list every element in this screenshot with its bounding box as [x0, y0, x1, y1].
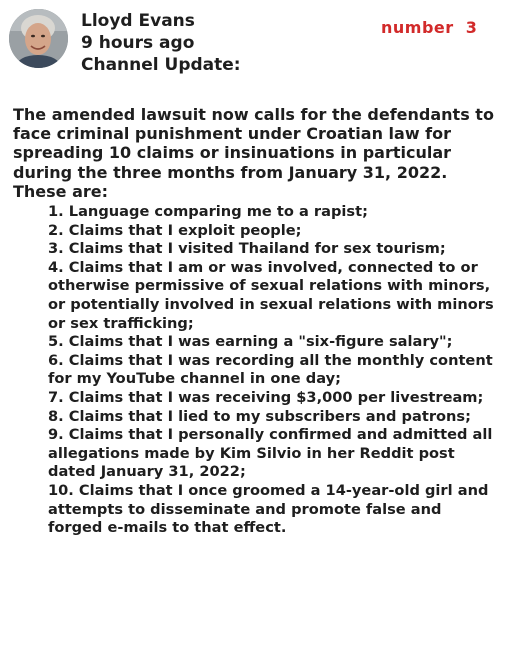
- list-item: 5. Claims that I was earning a "six-figure salary";: [48, 333, 453, 351]
- post-intro-text: The amended lawsuit now calls for the defendants to face criminal punishment under Croatian law for spreading 10 claims or insinuations in particular during the three months from January 31, 2022. These are:: [13, 105, 494, 201]
- author-info: [81, 10, 241, 76]
- list-item: 10. Claims that I once groomed a 14-year-old girl and attempts to disseminate and promote false and forged e-mails to that effect.: [48, 481, 489, 537]
- number-badge: number 3: [381, 18, 478, 37]
- list-item: 9. Claims that I personally confirmed and admitted all allegations made by Kim Silvio in her Reddit post dated January 31, 2022;: [48, 426, 493, 481]
- post-header: [0, 0, 510, 90]
- list-item: 3. Claims that I visited Thailand for sex tourism;: [48, 240, 446, 258]
- avatar[interactable]: [9, 9, 68, 68]
- list-item: 4. Claims that I am or was involved, connected to or otherwise permissive of sexual relations with minors, or potentially involved in sexual relations with minors or sex trafficking;: [48, 258, 494, 332]
- list-item: 7. Claims that I was receiving $3,000 per livestream;: [48, 388, 484, 406]
- author-name[interactable]: Lloyd Evans: [81, 11, 195, 31]
- list-item: 8. Claims that I lied to my subscribers and patrons;: [48, 407, 471, 425]
- post-body: [13, 105, 498, 538]
- avatar-photo: [9, 9, 68, 68]
- list-item: 2. Claims that I exploit people;: [48, 221, 302, 239]
- list-item: 6. Claims that I was recording all the monthly content for my YouTube channel in one day;: [48, 351, 493, 388]
- claims-list: [13, 203, 498, 538]
- post-type-label: Channel Update:: [81, 55, 241, 75]
- post-timestamp[interactable]: 9 hours ago: [81, 33, 195, 53]
- list-item: 1. Language comparing me to a rapist;: [48, 203, 368, 221]
